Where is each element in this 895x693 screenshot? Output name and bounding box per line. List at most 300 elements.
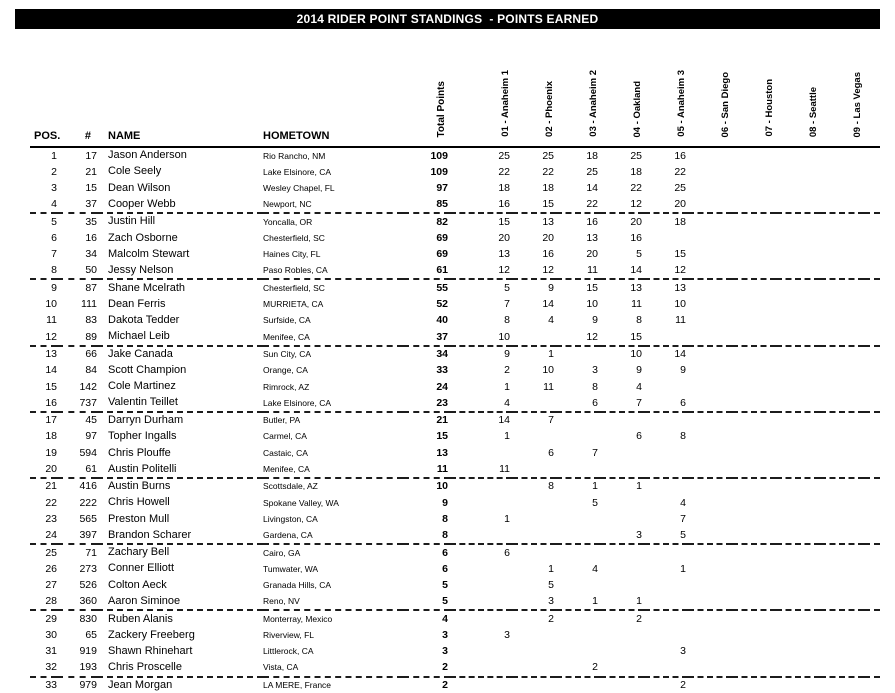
table-row [30,610,880,627]
race-points-cell [776,445,820,462]
column-header-hometown: HOMETOWN [263,67,403,147]
number-cell: 737 [57,395,97,412]
table-row [30,362,880,379]
race-points-cell: 6 [556,395,600,412]
table-row [30,643,880,660]
number-cell: 17 [85,149,97,162]
column-header-race-8: 08 - Seattle [776,67,820,147]
race-points-cell [776,594,820,611]
table-row [30,528,880,545]
race-points-cell: 6 [504,546,510,559]
total-points-cell: 15 [436,430,448,443]
race-points-cell [732,263,776,280]
race-points-cell: 1 [636,480,642,493]
race-points-cell: 10 [674,297,686,310]
table-row [30,379,880,396]
race-points-cell: 20 [630,215,642,228]
pos-cell: 18 [45,430,57,443]
name-cell: Jake Canada [108,347,173,360]
name-cell: Zackery Freeberg [108,628,195,641]
race-points-cell: 20 [498,231,510,244]
table-row [30,279,880,296]
race-points-cell [820,544,864,561]
race-points-cell [732,296,776,313]
filler-cell [864,428,880,445]
race-points-cell: 1 [548,348,554,361]
race-points-cell [820,296,864,313]
race-points-cell: 4 [450,395,512,412]
pos-cell: 2 [51,165,57,178]
race-points-cell: 7 [504,297,510,310]
race-points-cell [820,279,864,296]
pos-cell: 23 [45,513,57,526]
hometown-cell: MURRIETA, CA [263,298,324,309]
filler-cell [864,478,880,495]
name-cell: Jessy Nelson [97,263,263,280]
race-points-cell: 16 [542,248,554,261]
race-points-cell [732,528,776,545]
race-points-cell [450,594,512,611]
column-header-race-5: 05 - Anaheim 3 [644,67,688,147]
race-points-cell [820,494,864,511]
number-cell: 273 [79,562,97,575]
race-points-cell: 1 [504,513,510,526]
race-points-cell [732,412,776,429]
number-cell: 360 [57,594,97,611]
name-cell: Scott Champion [108,363,187,376]
total-points-cell: 2 [403,660,450,677]
race-points-cell [688,263,732,280]
race-points-cell: 22 [542,165,554,178]
race-points-cell: 13 [542,215,554,228]
race-points-cell: 5 [504,281,510,294]
race-points-cell: 22 [630,182,642,195]
race-points-cell [600,412,644,429]
race-points-cell [820,263,864,280]
race-points-cell: 22 [556,197,600,214]
race-points-cell: 16 [674,149,686,162]
race-points-cell [820,346,864,363]
hometown-cell: Chesterfield, SC [263,232,325,243]
race-points-cell: 1 [504,430,510,443]
race-points-cell [512,660,556,677]
race-points-cell [556,677,600,693]
race-points-cell [732,594,776,611]
number-cell: 71 [85,546,97,559]
filler-cell [864,461,880,478]
race-points-cell: 16 [586,215,598,228]
race-points-cell [820,445,864,462]
filler-cell [864,263,880,280]
race-points-cell [732,677,776,693]
hometown-cell: Cairo, GA [263,547,301,558]
race-points-cell: 11 [675,314,686,327]
race-points-cell [644,610,688,627]
race-points-cell [688,296,732,313]
table-row [30,594,880,611]
race-points-cell [820,329,864,346]
race-points-cell [688,329,732,346]
race-points-cell [732,660,776,677]
table-row [30,478,880,495]
race-points-cell [512,627,556,644]
race-points-cell: 12 [644,263,688,280]
race-points-cell [820,147,864,164]
race-points-cell [776,197,820,214]
race-points-cell [688,577,732,594]
race-points-cell: 15 [512,197,556,214]
table-row [30,544,880,561]
number-cell: 142 [79,380,97,393]
number-cell: 919 [79,645,97,658]
number-cell: 97 [85,430,97,443]
table-row [30,180,880,197]
name-cell: Austin Burns [108,480,171,493]
pos-cell: 21 [45,480,57,493]
pos-cell: 7 [51,248,57,261]
hometown-cell: LA MERE, France [263,680,332,691]
name-cell: Chris Proscelle [97,660,263,677]
pos-cell: 28 [30,594,57,611]
race-points-cell [688,379,732,396]
hometown-cell: Sun City, CA [263,349,312,360]
race-points-cell [732,610,776,627]
race-points-cell [688,461,732,478]
race-points-cell [732,428,776,445]
race-points-cell [732,329,776,346]
race-points-cell [732,197,776,214]
race-points-cell [556,610,600,627]
race-points-cell [820,246,864,263]
race-points-cell [644,544,688,561]
name-cell: Cooper Webb [97,197,263,214]
race-points-cell: 20 [644,197,688,214]
race-points-cell [556,577,600,594]
race-points-cell [688,478,732,495]
pos-cell: 3 [51,182,57,195]
total-points-cell: 4 [442,612,448,625]
race-points-cell: 9 [680,364,686,377]
name-cell: Jean Morgan [108,678,173,691]
standings-body [30,147,880,693]
race-points-cell [644,329,688,346]
filler-cell [864,594,880,611]
total-points-cell: 23 [403,395,450,412]
race-points-cell [556,544,600,561]
total-points-cell: 11 [403,461,450,478]
race-points-cell [820,677,864,693]
table-row [30,246,880,263]
pos-cell: 11 [46,314,57,327]
total-points-cell: 61 [403,263,450,280]
race-points-cell [820,577,864,594]
race-points-cell: 3 [512,594,556,611]
race-points-cell [688,627,732,644]
name-cell: Zach Osborne [108,231,178,244]
race-points-cell [450,610,512,627]
pos-cell: 30 [45,628,57,641]
total-points-cell: 9 [442,496,448,509]
name-cell: Valentin Teillet [97,395,263,412]
race-points-cell [820,594,864,611]
race-points-cell [688,561,732,578]
table-row [30,263,880,280]
race-points-cell [732,445,776,462]
race-points-cell [512,329,556,346]
race-points-cell [644,230,688,247]
race-points-cell [450,528,512,545]
number-cell: 34 [85,248,97,261]
race-points-cell [776,346,820,363]
number-cell: 35 [85,215,97,228]
name-cell: Chris Howell [108,496,170,509]
hometown-cell: Rio Rancho, NM [263,150,326,161]
table-row [30,412,880,429]
race-points-cell [820,197,864,214]
pos-cell: 13 [45,348,57,361]
race-points-cell [600,577,644,594]
filler-cell [864,164,880,181]
hometown-cell: Livingston, CA [263,514,318,525]
table-row [30,494,880,511]
total-points-cell: 8 [442,513,448,526]
pos-cell: 17 [45,414,57,427]
race-points-cell: 3 [592,364,598,377]
race-points-cell [820,312,864,329]
race-points-cell [688,279,732,296]
column-header-race-3: 03 - Anaheim 2 [556,67,600,147]
filler-cell [864,660,880,677]
race-points-cell [688,610,732,627]
race-points-cell: 2 [636,612,642,625]
race-points-cell [688,180,732,197]
table-row [30,312,880,329]
table-row [30,627,880,644]
race-points-cell: 16 [630,231,642,244]
race-points-cell: 3 [680,645,686,658]
total-points-cell: 52 [436,297,448,310]
total-points-cell: 3 [442,645,448,658]
race-points-cell [688,412,732,429]
number-cell: 61 [57,461,97,478]
race-points-cell [556,627,600,644]
race-points-cell [450,445,512,462]
column-header-total-points: Total Points [403,67,450,147]
race-points-cell: 6 [636,430,642,443]
race-points-cell [776,329,820,346]
number-cell: 397 [57,528,97,545]
filler-cell [864,279,880,296]
pos-cell: 32 [30,660,57,677]
column-header-name: NAME [97,67,263,147]
pos-cell: 22 [45,496,57,509]
filler-cell [864,346,880,363]
race-points-cell [644,627,688,644]
name-cell: Dean Wilson [108,181,171,194]
race-points-cell [644,461,688,478]
race-points-cell [688,230,732,247]
race-points-cell [512,461,556,478]
race-points-cell [776,412,820,429]
race-points-cell [732,147,776,164]
race-points-cell [688,511,732,528]
race-points-cell [776,528,820,545]
race-points-cell: 8 [592,380,598,393]
race-points-cell [688,395,732,412]
race-points-cell [820,379,864,396]
race-points-cell: 12 [450,263,512,280]
race-points-cell [600,561,644,578]
name-cell: Austin Politelli [97,461,263,478]
race-points-cell [776,660,820,677]
pos-cell: 9 [51,281,57,294]
filler-cell [864,312,880,329]
name-cell: Jason Anderson [108,149,187,162]
table-row [30,213,880,230]
race-points-cell [776,544,820,561]
filler-cell [864,180,880,197]
total-points-cell: 85 [403,197,450,214]
table-row [30,428,880,445]
table-row [30,296,880,313]
race-points-cell: 9 [548,281,554,294]
column-header-race-7: 07 - Houston [732,67,776,147]
race-points-cell: 9 [592,314,598,327]
name-cell: Aaron Siminoe [97,594,263,611]
race-points-cell: 10 [450,329,512,346]
filler-cell [864,230,880,247]
filler-cell [864,544,880,561]
race-points-cell [688,147,732,164]
race-points-cell: 11 [543,380,554,393]
race-points-cell: 8 [636,314,642,327]
race-points-cell [600,445,644,462]
table-row [30,346,880,363]
hometown-cell: Rimrock, AZ [263,381,310,392]
pos-cell: 6 [51,231,57,244]
race-points-cell: 8 [680,430,686,443]
race-points-cell [644,478,688,495]
race-points-cell [820,362,864,379]
total-points-cell: 55 [436,281,448,294]
race-points-cell [732,511,776,528]
race-points-cell: 2 [548,612,554,625]
race-points-cell: 9 [504,348,510,361]
race-points-cell: 9 [636,364,642,377]
number-cell: 830 [79,612,97,625]
race-points-cell [732,164,776,181]
race-points-cell: 25 [542,149,554,162]
race-points-cell [776,627,820,644]
hometown-cell: Granada Hills, CA [263,580,332,591]
race-points-cell: 5 [636,248,642,261]
race-points-cell [556,461,600,478]
pos-cell: 15 [45,380,57,393]
race-points-cell [776,577,820,594]
race-points-cell [688,428,732,445]
pos-cell: 33 [45,679,57,692]
race-points-cell: 15 [586,281,598,294]
race-points-cell: 14 [600,263,644,280]
race-points-cell: 12 [556,329,600,346]
race-points-cell [820,461,864,478]
race-points-cell [820,610,864,627]
race-points-cell [776,395,820,412]
race-points-cell [450,677,512,693]
race-points-cell [732,627,776,644]
race-points-cell [776,561,820,578]
race-points-cell [512,643,556,660]
race-points-cell [732,643,776,660]
race-points-cell [820,395,864,412]
name-cell: Michael Leib [97,329,263,346]
race-points-cell: 25 [674,182,686,195]
total-points-cell: 13 [436,446,448,459]
column-header-race-9: 09 - Las Vegas [820,67,864,147]
race-points-cell [688,246,732,263]
race-points-cell: 4 [680,496,686,509]
name-cell: Chris Plouffe [108,446,171,459]
name-cell: Zachary Bell [108,546,170,559]
total-points-cell: 34 [436,348,448,361]
race-points-cell: 2 [680,679,686,692]
filler-cell [864,494,880,511]
race-points-cell: 11 [556,263,600,280]
name-cell: Dakota Tedder [108,314,180,327]
race-points-cell [776,362,820,379]
race-points-cell: 18 [542,182,554,195]
hometown-cell: Castaic, CA [263,447,308,458]
race-points-cell: 10 [630,348,642,361]
race-points-cell [776,461,820,478]
name-cell: Colton Aeck [108,578,167,591]
race-points-cell [732,544,776,561]
number-cell: 193 [57,660,97,677]
number-cell: 65 [85,628,97,641]
race-points-cell: 2 [504,364,510,377]
race-points-cell [776,147,820,164]
pos-cell: 26 [45,562,57,575]
race-points-cell: 20 [542,231,554,244]
race-points-cell: 22 [674,165,686,178]
hometown-cell: Gardena, CA [263,528,403,545]
race-points-cell [732,246,776,263]
column-header-race-6: 06 - San Diego [688,67,732,147]
race-points-cell: 5 [644,528,688,545]
race-points-cell [644,445,688,462]
name-cell: Dean Ferris [108,297,166,310]
filler-cell [864,362,880,379]
race-points-cell: 15 [498,215,510,228]
race-points-cell [450,561,512,578]
column-header-filler [864,67,880,147]
total-points-cell: 69 [436,231,448,244]
race-points-cell [600,660,644,677]
race-points-cell [820,627,864,644]
name-cell: Brandon Scharer [97,528,263,545]
race-points-cell [644,577,688,594]
race-points-cell [688,362,732,379]
number-cell: 50 [57,263,97,280]
standings-table [30,67,880,693]
race-points-cell: 3 [504,628,510,641]
number-cell: 416 [79,480,97,493]
race-points-cell [732,180,776,197]
hometown-cell: Surfside, CA [263,315,311,326]
number-cell: 21 [85,165,97,178]
race-points-cell: 13 [586,231,598,244]
race-points-cell: 1 [548,562,554,575]
